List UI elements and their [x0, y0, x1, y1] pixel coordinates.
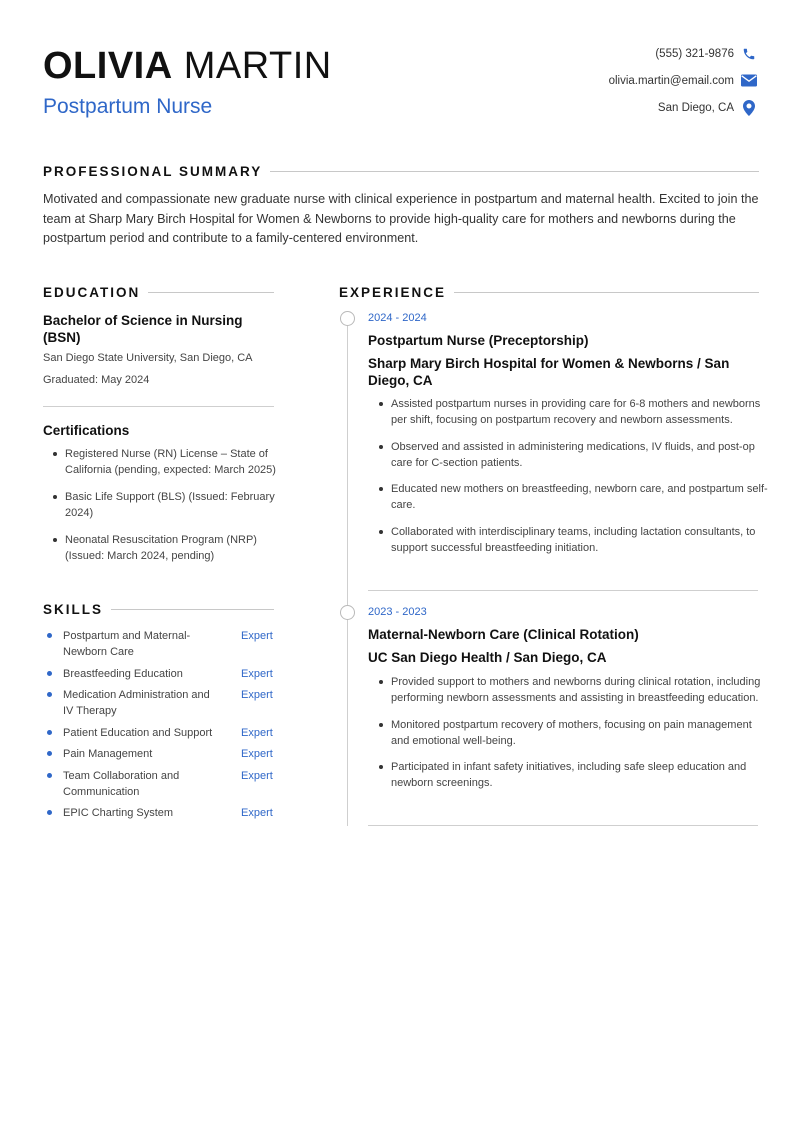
skill-bullet	[47, 773, 52, 778]
skill-name: Medication Administration and IV Therapy	[63, 689, 210, 717]
job-bullet: Monitored postpartum recovery of mothers, focusing on pain management and emotional well-being.	[378, 717, 773, 749]
phone-icon	[741, 46, 757, 62]
job-dates: 2024 - 2024	[368, 312, 427, 324]
skills-heading-rule	[111, 609, 274, 610]
job-bullet: Observed and assisted in administering medications, IV fluids, and post-op care for C-section patients.	[378, 439, 773, 471]
skill-bullet	[47, 671, 52, 676]
skill-bullet	[47, 810, 52, 815]
experience-heading-rule	[454, 292, 759, 293]
contact-location	[497, 94, 757, 121]
skill-item	[43, 687, 283, 719]
education-heading-rule	[148, 292, 274, 293]
contact-phone	[497, 40, 757, 67]
skill-level: Expert	[241, 630, 273, 642]
job-dates: 2023 - 2023	[368, 606, 427, 618]
summary-heading-rule	[270, 171, 759, 172]
contact-email	[497, 67, 757, 94]
skill-name: Breastfeeding Education	[63, 667, 183, 680]
skill-item	[43, 725, 283, 741]
education-divider	[43, 406, 274, 407]
skill-bullet	[47, 633, 52, 638]
skill-bullet	[47, 751, 52, 756]
candidate-name	[43, 44, 332, 88]
job-bullets	[378, 396, 773, 566]
map-pin-icon	[741, 100, 757, 116]
skill-level: Expert	[241, 726, 273, 739]
certification-item: Neonatal Resuscitation Program (NRP) (Issued: March 2024, pending)	[52, 532, 287, 564]
job-divider	[368, 825, 758, 826]
last-name: MARTIN	[183, 45, 332, 87]
certification-item: Registered Nurse (RN) License – State of California (pending, expected: March 2025)	[52, 446, 287, 478]
skill-item	[43, 805, 283, 821]
job-bullets	[378, 674, 773, 802]
job-role: Postpartum Nurse	[43, 95, 213, 118]
skill-name: Team Collaboration and Communication	[63, 769, 180, 798]
certification-item: Basic Life Support (BLS) (Issued: February 2024)	[52, 489, 287, 521]
job-title: Maternal-Newborn Care (Clinical Rotation)	[368, 627, 639, 642]
job-bullet: Educated new mothers on breastfeeding, newborn care, and postpartum self-care.	[378, 481, 773, 513]
job-title: Postpartum Nurse (Preceptorship)	[368, 333, 589, 348]
job-bullet: Collaborated with interdisciplinary teams, including lactation consultants, to support successful breastfeeding initiation.	[378, 524, 773, 556]
skill-name: EPIC Charting System	[63, 807, 174, 819]
skill-name: Pain Management	[63, 748, 153, 760]
timeline-marker	[340, 311, 355, 326]
timeline-marker	[340, 605, 355, 620]
education-degree: Bachelor of Science in Nursing (BSN)	[43, 313, 243, 345]
summary-text: Motivated and compassionate new graduate nurse with clinical experience in postpartum and maternal health. Excited to join the team at Sharp Mary Birch Hospital for Women & Newborns to provide high-quality care for mothers and newborns during the postpartum period and contribute to a family-centered environment.	[43, 192, 759, 245]
job-divider	[368, 590, 758, 591]
education-school: San Diego State University, San Diego, CA	[43, 352, 253, 364]
skill-level: Expert	[241, 748, 273, 760]
contact-block	[497, 40, 757, 121]
skill-item	[43, 666, 283, 682]
experience-heading	[339, 285, 759, 300]
skill-name: Postpartum and Maternal-Newborn Care	[63, 630, 191, 658]
job-company: UC San Diego Health / San Diego, CA	[368, 650, 607, 665]
job-company: Sharp Mary Birch Hospital for Women & Newborns / San Diego, CA	[368, 356, 730, 388]
education-heading-label: EDUCATION	[43, 285, 141, 300]
summary-heading	[43, 164, 759, 179]
skill-level: Expert	[241, 769, 273, 782]
envelope-icon	[741, 73, 757, 89]
job-bullet: Participated in infant safety initiatives, including safe sleep education and newborn screenings.	[378, 759, 773, 791]
skill-level: Expert	[241, 689, 273, 701]
first-name: OLIVIA	[43, 45, 173, 87]
summary-heading-label: PROFESSIONAL SUMMARY	[43, 164, 263, 179]
skills-list	[43, 628, 283, 827]
phone-text: (555) 321-9876	[655, 47, 734, 60]
email-text: olivia.martin@email.com	[608, 74, 734, 87]
skill-item	[43, 628, 283, 660]
skills-heading	[43, 602, 274, 617]
education-heading	[43, 285, 274, 300]
skills-heading-label: SKILLS	[43, 602, 104, 617]
education-graduated: Graduated: May 2024	[43, 374, 150, 386]
skill-item	[43, 768, 283, 800]
skill-item	[43, 746, 283, 762]
timeline-line	[347, 326, 348, 826]
job-bullet: Assisted postpartum nurses in providing care for 6-8 mothers and newborns per shift, focusing on postpartum recovery and newborn assessments.	[378, 396, 773, 428]
skill-bullet	[47, 692, 52, 697]
experience-heading-label: EXPERIENCE	[339, 285, 447, 300]
location-text: San Diego, CA	[657, 101, 734, 114]
certifications-heading: Certifications	[43, 423, 130, 438]
job-bullet: Provided support to mothers and newborns during clinical rotation, including performing newborn assessments and assisting in breastfeeding education.	[378, 674, 773, 706]
skill-bullet	[47, 730, 52, 735]
skill-name: Patient Education and Support	[63, 726, 213, 739]
certifications-list	[52, 446, 287, 575]
skill-level: Expert	[241, 807, 273, 819]
skill-level: Expert	[241, 667, 273, 680]
